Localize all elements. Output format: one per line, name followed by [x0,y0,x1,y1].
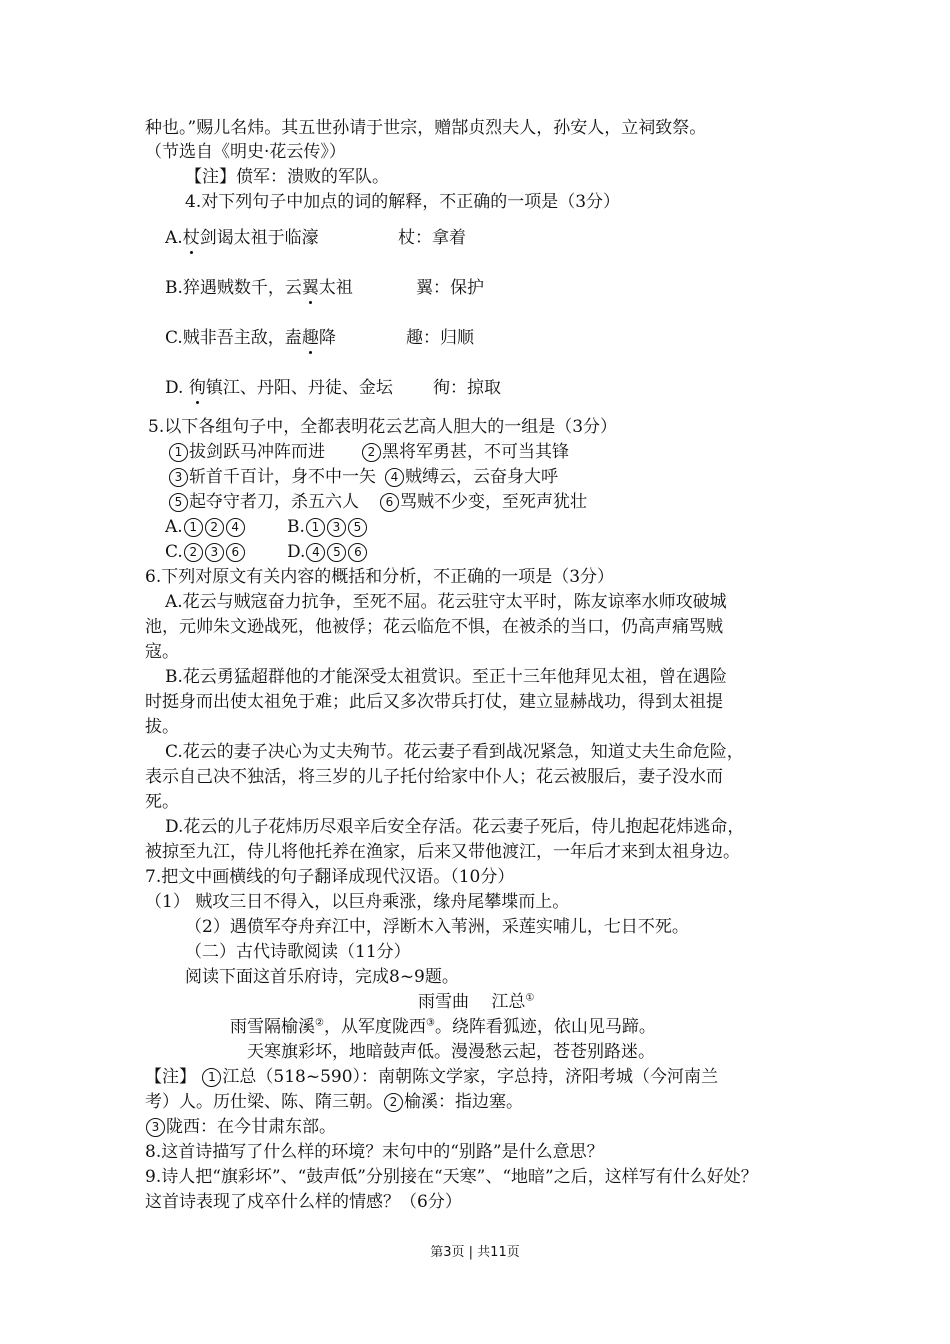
q5-sentences-row-1: 1 拔剑跃马冲阵而进 2 黑将军勇甚，不可当其锋 [168,440,569,464]
circled-number: 4 [385,468,404,487]
q5-option-c: C. 2 3 6 [165,540,246,564]
q5-sentences-row-3: 5 起夺守者刀，杀五六人 6 骂贼不少变，至死声犹壮 [168,490,587,514]
footnote-marker: ③ [425,1017,435,1029]
q6-stem: 6.下列对原文有关内容的概括和分析，不正确的一项是（3分） [145,567,615,587]
poem-note-3: 3 陇西：在今甘肃东部。 [145,1115,336,1139]
q4-option-a-gloss: 杖：拿着 [398,228,466,248]
q4-option-d-gloss: 徇：掠取 [433,378,501,398]
q8-stem: 8.这首诗描写了什么样的环境？末句中的“别路”是什么意思？ [145,1142,604,1162]
q5-stem: 5.以下各组句子中，全都表明花云艺高人胆大的一组是（3分） [148,417,618,437]
circled-number: 3 [146,1118,165,1137]
circled-number: 1 [169,443,188,462]
q6-option-d-line-1: D.花云的儿子花炜历尽艰辛后安全存活。花云妻子死后，侍儿抱起花炜逃命， [165,817,745,837]
q7-sentence-1: （1） 贼攻三日不得入，以巨舟乘涨，缘舟尾攀堞而上。 [145,892,570,912]
q9-stem-line-1: 9.诗人把“旗彩坏”、“鼓声低”分别接在“天寒”、“地暗”之后，这样写有什么好处？ [145,1167,758,1187]
poem-line-1: 雨雪隔榆溪②，从军度陇西③。绕阵看狐迹，依山见马蹄。 [230,1017,656,1037]
dotted-word: 趣 [301,328,319,348]
q6-option-a-line-1: A.花云与贼寇奋力抗争，至死不屈。花云驻守太平时，陈友谅率水师攻破城 [165,592,727,612]
q5-option-d: D. 4 5 6 [287,540,368,564]
dotted-word: 翼 [301,278,319,298]
circled-number: 6 [380,493,399,512]
circled-number: 4 [226,518,245,537]
passage-line-1: 种也。”赐儿名炜。其五世孙请于世宗，赠郜贞烈夫人，孙安人，立祠致祭。 [145,118,707,138]
circled-number: 6 [348,543,367,562]
circled-number: 5 [327,543,346,562]
page-footer: 第3页 | 共11页 [430,1245,520,1260]
circled-number: 1 [306,518,325,537]
q6-option-a-line-3: 寇。 [145,642,179,662]
q5-sentences-row-2: 3 斩首千百计，身不中一矢 4 贼缚云，云奋身大呼 [168,465,558,489]
dotted-word: 杖 [182,228,200,248]
circled-number: 2 [384,1093,403,1112]
q4-option-c-gloss: 趣：归顺 [406,328,474,348]
q6-option-b-line-1: B.花云勇猛超群他的才能深受太祖赏识。至正十三年他拜见太祖，曾在遇险 [165,667,727,687]
section-2-intro: 阅读下面这首乐府诗，完成8~9题。 [185,967,459,987]
circled-number: 6 [226,543,245,562]
footnote-marker: ① [525,992,535,1004]
q4-option-d: D. 徇镇江、丹阳、丹徒、金坛 [165,378,393,398]
circled-number: 3 [169,468,188,487]
circled-number: 2 [184,543,203,562]
poem-note-1: 【注】 1 江总（518~590）：南朝陈文学家，字总持，济阳考城（今河南兰 [145,1067,719,1087]
q6-option-b-line-3: 拔。 [145,717,179,737]
q4-option-b: B.猝遇贼数千，云翼太祖 [165,278,353,298]
circled-number: 3 [327,518,346,537]
circled-number: 2 [205,518,224,537]
q7-stem: 7.把文中画横线的句子翻译成现代汉语。（10分） [145,867,515,887]
q4-option-a: A.杖剑谒太祖于临濠 [165,228,319,248]
circled-number: 1 [184,518,203,537]
circled-number: 3 [205,543,224,562]
passage-note: 【注】偾军：溃败的军队。 [185,167,389,187]
q6-option-b-line-2: 时挺身而出使太祖免于难；此后又多次带兵打仗，建立显赫战功，得到太祖提 [145,692,723,712]
q5-option-a: A. 1 2 4 [165,515,246,539]
circled-number: 5 [169,493,188,512]
poem-note-1-cont: 考）人。历仕梁、陈、隋三朝。 2 榆溪：指边塞。 [145,1092,523,1112]
section-2-title: （二）古代诗歌阅读（11分） [185,942,411,962]
q4-option-b-gloss: 翼：保护 [416,278,484,298]
q6-option-c-line-2: 表示自己决不独活，将三岁的儿子托付给家中仆人；花云被服后，妻子没水而 [145,767,723,787]
q4-option-c: C.贼非吾主敌，盍趣降 [165,328,336,348]
q6-option-d-line-2: 被掠至九江，侍儿将他托养在渔家，后来又带他渡江，一年后才来到太祖身边。 [145,842,740,862]
q9-stem-line-2: 这首诗表现了戍卒什么样的情感？（6分） [145,1192,462,1212]
circled-number: 5 [348,518,367,537]
poem-line-2: 天寒旗彩坏，地暗鼓声低。漫漫愁云起，苍苍别路迷。 [247,1042,655,1062]
q4-stem: 4.对下列句子中加点的词的解释，不正确的一项是（3分） [185,192,621,212]
poem-title: 雨雪曲 江总① [418,992,535,1012]
q6-option-c-line-1: C.花云的妻子决心为丈夫殉节。花云妻子看到战况紧急，知道丈夫生命危险， [165,742,744,762]
circled-number: 2 [362,443,381,462]
circled-number: 4 [306,543,325,562]
q6-option-c-line-3: 死。 [145,792,179,812]
q6-option-a-line-2: 池，元帅朱文逊战死，他被俘；花云临危不惧，在被杀的当口，仍高声痛骂贼 [145,617,723,637]
circled-number: 1 [202,1068,221,1087]
q5-option-b: B. 1 3 5 [287,515,368,539]
passage-source: （节选自《明史·花云传》） [145,142,346,162]
dotted-word: 徇 [188,378,206,398]
footnote-marker: ② [315,1017,324,1029]
q7-sentence-2: （2）遇偾军夺舟弃江中，浮断木入苇洲，采莲实哺儿，七日不死。 [185,917,689,937]
